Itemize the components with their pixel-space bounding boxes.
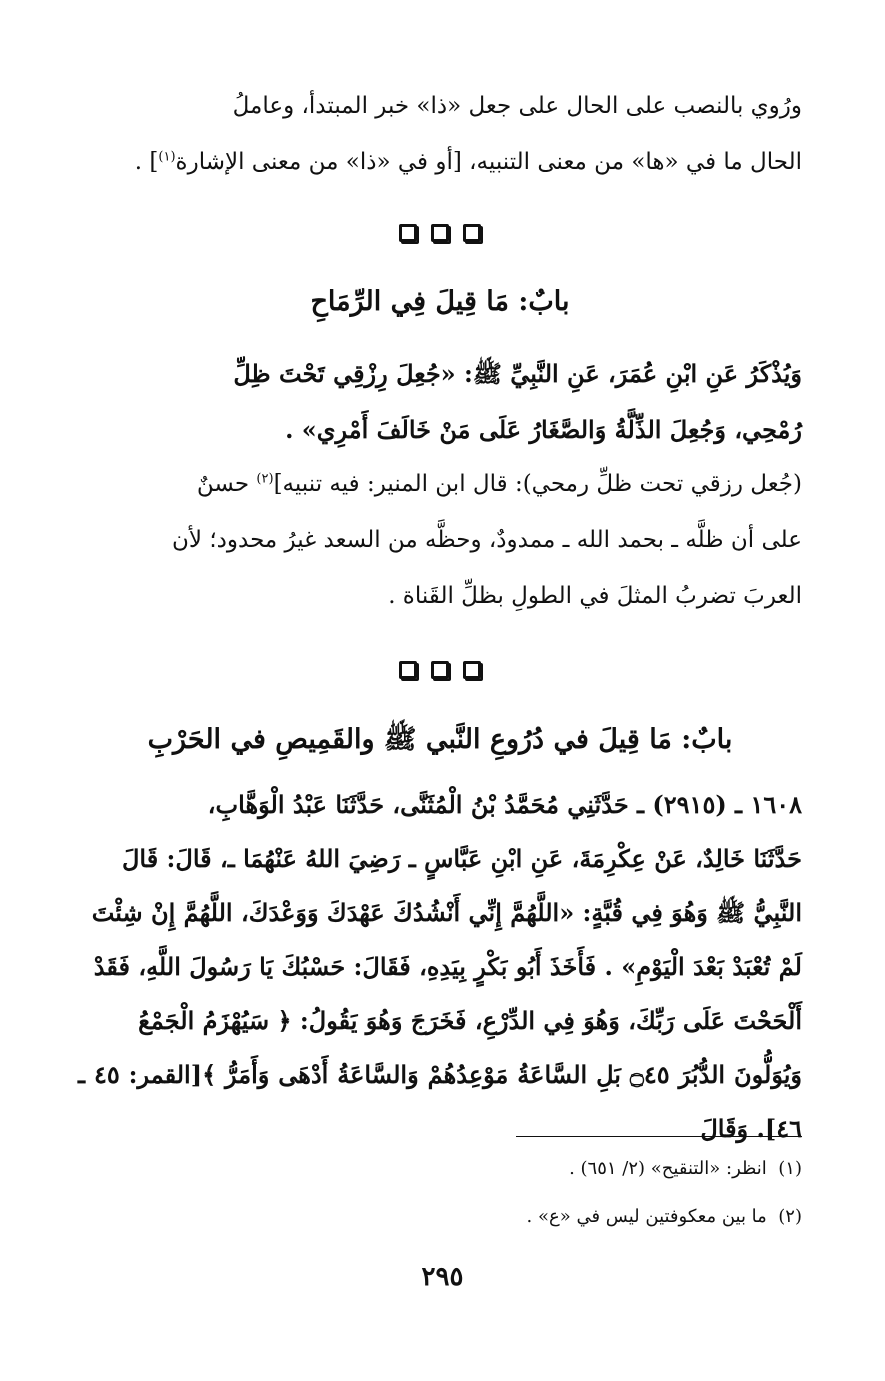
hadith-2-line-1: ١٦٠٨ ـ (٢٩١٥) ـ حَدَّثَنِي مُحَمَّدُ بْنُ الْمُثَنَّى، حَدَّثَنَا عَبْدُ الْوَهَّابِ، bbox=[207, 790, 802, 819]
footnote-ref-1[interactable]: (١) bbox=[158, 149, 176, 165]
hadith-2-line-5: أَلْحَحْتَ عَلَى رَبِّكَ، وَهُوَ فِي الدِّرْعِ، فَخَرَجَ وَهُوَ يَقُولُ: ﴿ سَيُهْزَمُ الْجَمْعُ bbox=[138, 1006, 802, 1035]
square-ornament-icon bbox=[431, 661, 449, 679]
footnote-divider bbox=[516, 1136, 802, 1137]
square-ornament-icon bbox=[463, 224, 481, 242]
commentary-line-2: على أن ظلَّه ـ بحمد الله ـ ممدودٌ، وحظَّه من السعد غيرُ محدود؛ لأن bbox=[172, 527, 802, 553]
hadith-1-line-2: رُمْحِي، وَجُعِلَ الذِّلَّةُ وَالصَّغَارُ عَلَى مَنْ خَالَفَ أَمْرِي» . bbox=[285, 415, 802, 444]
commentary-line-1: (جُعل رزقي تحت ظلِّ رمحي): قال ابن المنير: فيه تنبيه]$^{(٢)}$ حسنٌ bbox=[196, 471, 802, 497]
hadith-2-line-4: لَمْ تُعْبَدْ بَعْدَ الْيَوْمِ» . فَأَخَذَ أَبُو بَكْرٍ بِيَدِهِ، فَقَالَ: حَسْبُكَ يَا رَسُولَ اللَّهِ، فَقَدْ bbox=[93, 952, 802, 981]
intro-paragraph bbox=[78, 78, 802, 190]
chapter-heading-spears: بابٌ: مَا قِيلَ فِي الرِّمَاحِ bbox=[310, 286, 570, 317]
square-ornament-icon bbox=[431, 224, 449, 242]
hadith-2-line-6: وَيُوَلُّونَ الدُّبُرَ ۝٤٥ بَلِ السَّاعَةُ مَوْعِدُهُمْ وَالسَّاعَةُ أَدْهَى وَأَمَرُّ ﴾[القمر: ٤٥ ـ ٤٦]. وَقَالَ bbox=[78, 1060, 802, 1143]
footnote-2-number: (٢) bbox=[778, 1206, 802, 1227]
hadith-1-line-1: وَيُذْكَرُ عَنِ ابْنِ عُمَرَ، عَنِ النَّبِيِّ ﷺ: «جُعِلَ رِزْقِي تَحْتَ ظِلِّ bbox=[233, 359, 802, 388]
square-ornament-icon bbox=[399, 661, 417, 679]
square-ornament-icon bbox=[399, 224, 417, 242]
section-separator bbox=[78, 661, 802, 683]
footnote-ref-2[interactable]: (٢) bbox=[256, 471, 274, 487]
footnote-2 bbox=[78, 1206, 802, 1227]
footnote-2-text: ما بين معكوفتين ليس في «ع» . bbox=[526, 1206, 767, 1227]
intro-line-1: ورُوي بالنصب على الحال على جعل «ذا» خبر المبتدأ، وعاملُ bbox=[232, 93, 802, 119]
hadith-2-line-3: النَّبِيُّ ﷺ وَهُوَ فِي قُبَّةٍ: «اللَّهُمَّ إِنِّي أَنْشُدُكَ عَهْدَكَ وَوَعْدَكَ، اللَّهُمَّ إِنْ شِئْتَ bbox=[91, 898, 802, 927]
section-separator bbox=[78, 224, 802, 246]
hadith-text-spears bbox=[78, 346, 802, 458]
square-ornament-icon bbox=[463, 661, 481, 679]
commentary-line-3: العربَ تضربُ المثلَ في الطولِ بظلِّ القَناة . bbox=[388, 583, 802, 609]
commentary-paragraph bbox=[78, 456, 802, 624]
hadith-text-armor bbox=[78, 778, 802, 1156]
page-number: ٢٩٥ bbox=[421, 1262, 464, 1292]
footnote-1-text: انظر: «التنقيح» (٢/ ٦٥١) . bbox=[569, 1158, 767, 1179]
chapter-heading-armor: بابٌ: مَا قِيلَ في دُرُوعِ النَّبي ﷺ والقَمِيصِ في الحَرْبِ bbox=[147, 724, 733, 755]
footnote-1-number: (١) bbox=[778, 1158, 802, 1179]
hadith-2-line-2: حَدَّثَنَا خَالِدٌ، عَنْ عِكْرِمَةَ، عَنِ ابْنِ عَبَّاسٍ ـ رَضِيَ اللهُ عَنْهُمَا ـ، قَالَ: قَالَ bbox=[121, 844, 802, 873]
intro-line-2: الحال ما في «ها» من معنى التنبيه، [أو في «ذا» من معنى الإشارة$^{(١)}$] . bbox=[134, 149, 802, 175]
footnote-1 bbox=[78, 1158, 802, 1179]
